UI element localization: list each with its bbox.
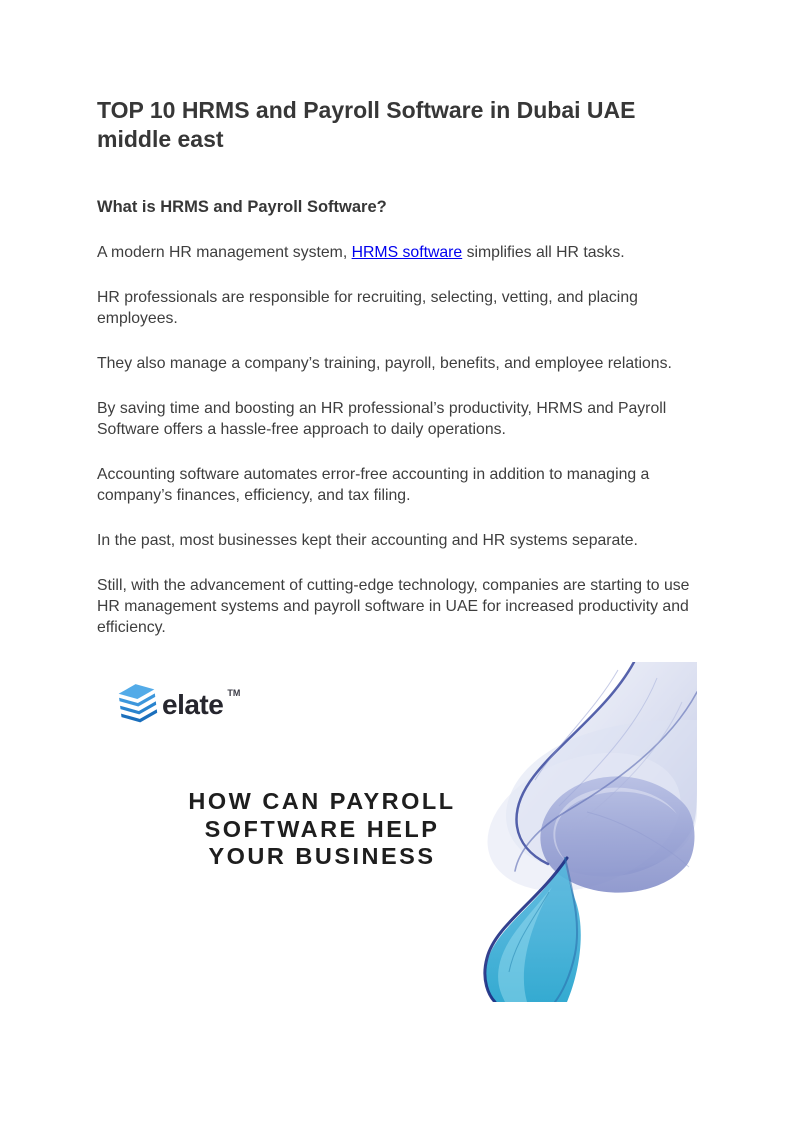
paragraph: Accounting software automates error-free accounting in addition to managing a company’s finances, efficiency, and tax filing. <box>97 466 650 504</box>
intro-text-after: simplifies all HR tasks. <box>462 244 625 261</box>
promo-headline-line: YOUR BUSINESS <box>208 843 436 869</box>
paragraph: By saving time and boosting an HR professional’s productivity, HRMS and Payroll Software offers a hassle-free approach to daily operations. <box>97 400 667 438</box>
brand-name: elate <box>162 689 224 720</box>
trademark-symbol: TM <box>227 688 241 698</box>
section-heading: What is HRMS and Payroll Software? <box>97 198 387 216</box>
elate-logo-icon <box>118 682 158 727</box>
promo-image <box>97 662 697 1002</box>
paragraph-intro <box>97 242 697 263</box>
promo-headline-line: SOFTWARE HELP <box>204 815 440 842</box>
page-title: TOP 10 HRMS and Payroll Software in Dubai UAE middle east <box>97 97 636 152</box>
intro-text-before: A modern HR management system, <box>97 244 352 261</box>
promo-headline-line: HOW CAN PAYROLL <box>188 788 456 814</box>
promo-headline <box>137 788 507 871</box>
paragraph: In the past, most businesses kept their accounting and HR systems separate. <box>97 532 638 549</box>
brand-logo <box>118 682 240 727</box>
hrms-software-link[interactable]: HRMS software <box>351 244 463 261</box>
paragraph: Still, with the advancement of cutting-edge technology, companies are starting to use HR management systems and payroll software in UAE for increased productivity and efficiency. <box>97 577 690 636</box>
paragraph: They also manage a company’s training, payroll, benefits, and employee relations. <box>97 355 672 372</box>
paragraph: HR professionals are responsible for recruiting, selecting, vetting, and placing employees. <box>97 289 638 327</box>
